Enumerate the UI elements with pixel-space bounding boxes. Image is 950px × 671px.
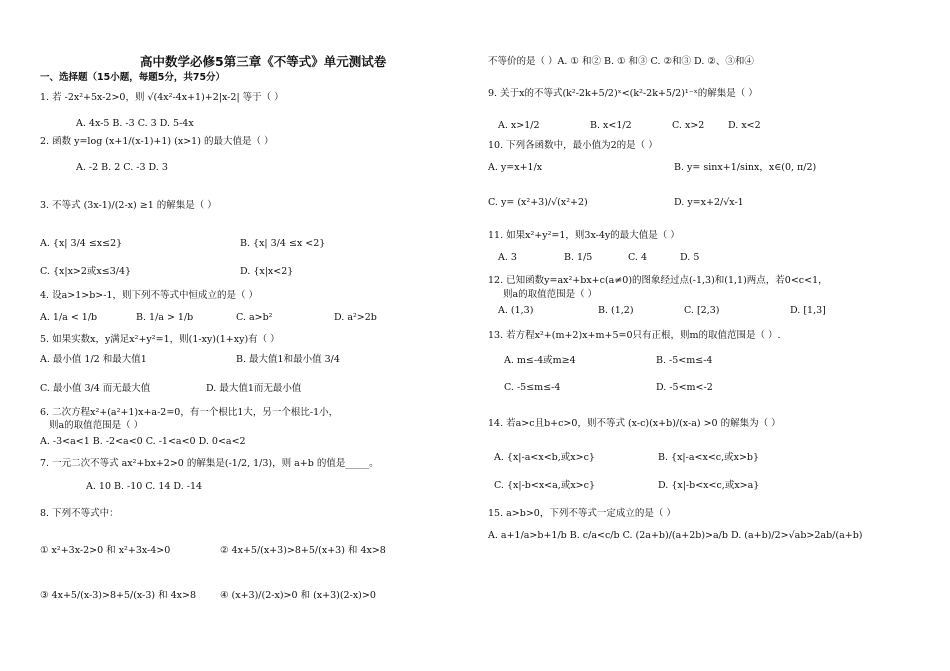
right-line: B. {x|-a<x<c,或x>b} [658,452,760,463]
right-line: C. {x|-b<x<a,或x>c} [494,480,596,491]
left-line: D. 最大值1而无最小值 [206,383,302,394]
left-line: A. {x| 3/4 ≤x≤2} [40,238,123,249]
left-line: ① x²+3x-2>0 和 x²+3x-4>0 [40,545,171,556]
right-line: C. 4 [628,252,648,263]
left-line: 8. 下列不等式中： [40,508,119,519]
left-line: A. 10 B. -10 C. 14 D. -14 [86,481,203,492]
right-line: C. y= (x²+3)/√(x²+2) [488,197,588,208]
left-line: 高中数学必修5第三章《不等式》单元测试卷 [140,54,387,69]
right-line: 则a的取值范围是（ ） [503,289,598,300]
left-line: 则a的取值范围是（ ） [49,420,144,431]
right-line: D. y=x+2/√x-1 [674,197,744,208]
left-line: A. 1/a < 1/b [40,312,98,323]
right-line: 9. 关于x的不等式(k²-2k+5/2)ˣ<(k²-2k+5/2)¹⁻ˣ的解集是（ ） [488,88,758,99]
right-line: 11. 如果x²+y²=1，则3x-4y的最大值是（ ） [488,230,680,241]
right-line: B. 1/5 [564,252,593,263]
left-line: B. {x| 3/4 ≤x <2} [240,238,326,249]
right-line: A. x>1/2 [498,120,540,131]
left-line: 4. 设a>1>b>-1，则下列不等式中恒成立的是（ ） [40,290,259,301]
right-line: 不等价的是（ ）A. ① 和② B. ① 和③ C. ②和③ D. ②、③和④ [488,56,754,67]
left-line: A. -2 B. 2 C. -3 D. 3 [76,162,168,173]
right-line: A. {x|-a<x<b,或x>c} [494,452,595,463]
left-line: 7. 一元二次不等式 ax²+bx+2>0 的解集是(-1/2, 1/3)，则 a+b 的值是_____。 [40,458,379,469]
right-line: C. [2,3) [684,305,720,316]
right-line: C. x>2 [672,120,705,131]
right-line: B. -5<m≤-4 [656,355,713,366]
left-line: D. {x|x<2} [240,266,294,277]
left-line: 6. 二次方程x²+(a²+1)x+a-2=0，有一个根比1大，另一个根比-1小， [40,407,339,418]
left-line: 1. 若 -2x²+5x-2>0，则 √(4x²-4x+1)+2|x-2| 等于（ ） [40,92,284,103]
right-line: C. -5≤m≤-4 [504,382,561,393]
left-line: D. a²>2b [334,312,377,323]
left-line: 一、选择题（15小题，每题5分，共75分） [40,72,226,83]
left-line: B. 1/a > 1/b [136,312,194,323]
right-line: 14. 若a>c且b+c>0，则不等式 (x-c)(x+b)/(x-a) >0 的解集为（ ） [488,418,781,429]
left-line: 2. 函数 y=log (x+1/(x-1)+1) (x>1) 的最大值是（ ） [40,136,274,147]
left-line: C. 最小值 3/4 而无最大值 [40,383,151,394]
right-line: A. 3 [498,252,517,263]
right-line: D. {x|-b<x<c,或x>a} [658,480,760,491]
right-line: 15. a>b>0，下列不等式一定成立的是（ ） [488,508,676,519]
right-line: A. a+1/a>b+1/b B. c/a<c/b C. (2a+b)/(a+2b)>a/b D. (a+b)/2>√ab>2ab/(a+b) [488,530,863,541]
right-line: B. y= sinx+1/sinx，x∈(0, π/2) [674,162,817,173]
right-line: A. (1,3) [498,305,534,316]
left-line: ③ 4x+5/(x-3)>8+5/(x-3) 和 4x>8 [40,590,197,601]
left-line: A. 最小值 1/2 和最大值1 [40,354,147,365]
right-line: B. x<1/2 [590,120,632,131]
left-line: A. -3<a<1 B. -2<a<0 C. -1<a<0 D. 0<a<2 [40,436,246,447]
left-line: A. 4x-5 B. -3 C. 3 D. 5-4x [76,118,194,129]
left-line: C. a>b² [236,312,273,323]
left-line: C. {x|x>2或x≤3/4} [40,266,132,277]
right-line: D. [1,3] [790,305,826,316]
right-line: B. (1,2) [598,305,634,316]
left-line: B. 最大值1和最小值 3/4 [236,354,340,365]
right-line: 13. 若方程x²+(m+2)x+m+5=0只有正根，则m的取值范围是（ ）. [488,330,781,341]
right-line: 10. 下列各函数中，最小值为2的是（ ） [488,140,658,151]
right-line: A. m≤-4或m≥4 [504,355,576,366]
right-line: D. 5 [680,252,700,263]
left-line: ② 4x+5/(x+3)>8+5/(x+3) 和 4x>8 [220,545,386,556]
right-line: D. x<2 [728,120,761,131]
right-line: A. y=x+1/x [488,162,543,173]
left-line: 5. 如果实数x，y满足x²+y²=1，则(1-xy)(1+xy)有（ ） [40,334,280,345]
right-line: 12. 已知函数y=ax²+bx+c(a≠0)的图象经过点(-1,3)和(1,1)两点，若0<c<1， [488,275,828,286]
left-line: ④ (x+3)/(2-x)>0 和 (x+3)(2-x)>0 [220,590,376,601]
left-line: 3. 不等式 (3x-1)/(2-x) ≥1 的解集是（ ） [40,200,217,211]
right-line: D. -5<m<-2 [656,382,713,393]
